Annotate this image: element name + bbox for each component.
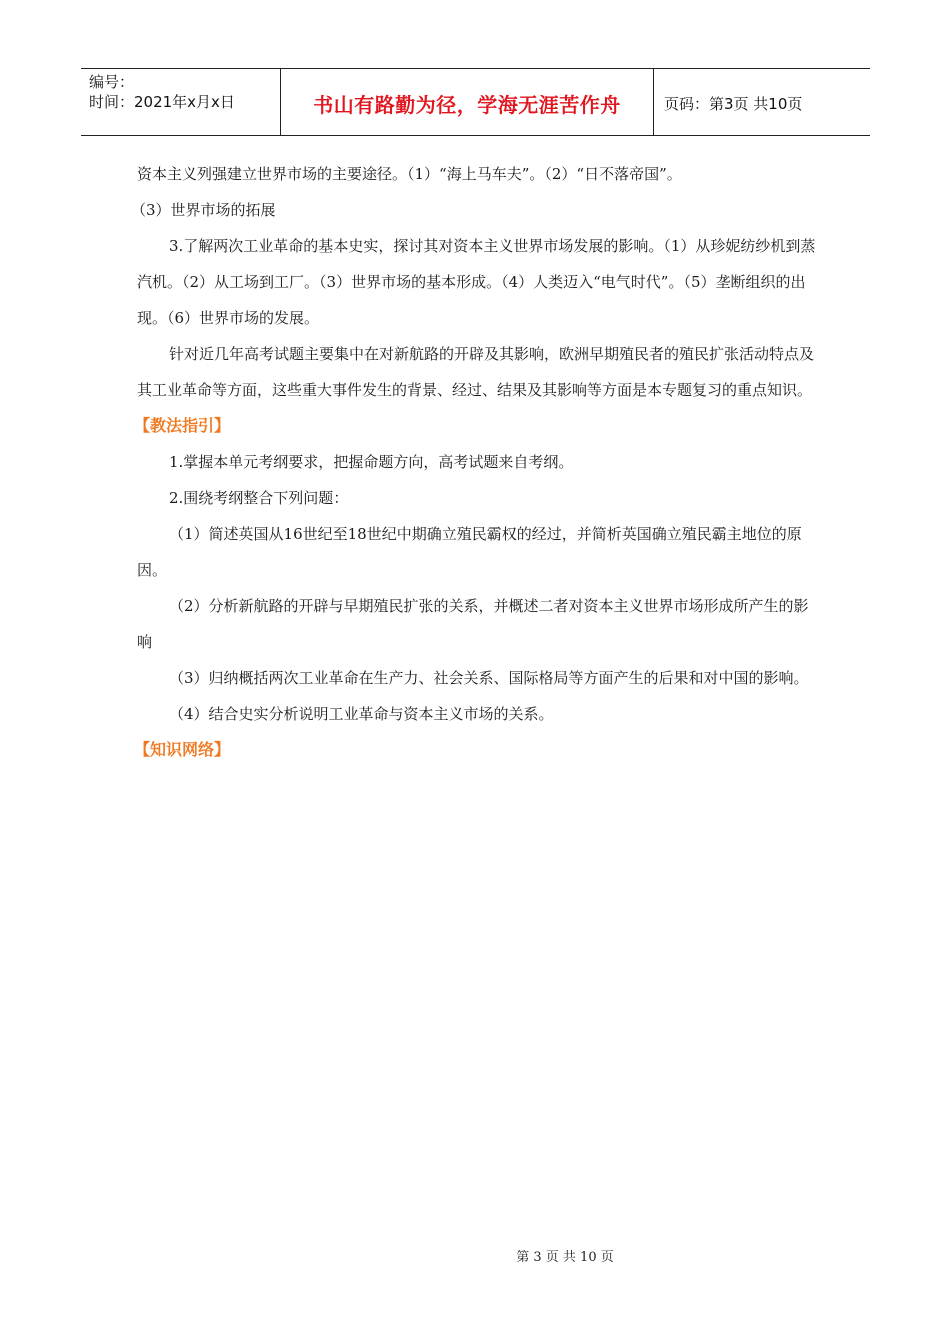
header-motto: 书山有路勤为径，学海无涯苦作舟 <box>313 92 621 117</box>
heading-teaching-guide: 【教法指引】 <box>134 416 231 435</box>
header-meta <box>81 69 281 135</box>
teaching-item-2: 2.围绕考纲整合下列问题： <box>169 489 349 507</box>
number-label: 编号： <box>89 73 135 91</box>
question-item-3: （3）归纳概括两次工业革命在生产力、社会关系、国际格局等方面产生的后果和对中国的影响。 <box>169 669 809 687</box>
header-page-info: 页码：第3页 共10页 <box>664 94 803 113</box>
page-footer: 第 3 页 共 10 页 <box>516 1250 614 1265</box>
paragraph-market-routes: 资本主义列强建立世界市场的主要途径。（1）“海上马车夫”。（2）“日不落帝国”。 <box>137 165 682 183</box>
main-content <box>131 156 817 768</box>
question-item-1: （1）简述英国从16世纪至18世纪中期确立殖民霸权的经过，并简析英国确立殖民霸主地位的原因。 <box>137 525 802 579</box>
paragraph-exam-focus: 针对近几年高考试题主要集中在对新航路的开辟及其影响，欧洲早期殖民者的殖民扩张活动特点及其工业革命等方面，这些重大事件发生的背景、经过、结果及其影响等方面是本专题复习的重点知识。 <box>137 345 815 399</box>
time-label: 时间：2021年x月x日 <box>89 93 235 111</box>
header-page-info-cell <box>654 69 870 135</box>
header-motto-cell <box>281 69 654 135</box>
teaching-item-1: 1.掌握本单元考纲要求，把握命题方向，高考试题来自考纲。 <box>169 453 574 471</box>
paragraph-market-expansion: （3）世界市场的拓展 <box>131 201 276 219</box>
heading-knowledge-network: 【知识网络】 <box>134 740 231 759</box>
question-item-2: （2）分析新航路的开辟与早期殖民扩张的关系，并概述二者对资本主义世界市场形成所产生的影响 <box>137 597 809 651</box>
question-item-4: （4）结合史实分析说明工业革命与资本主义市场的关系。 <box>169 705 554 723</box>
paragraph-industrial-revolution: 3.了解两次工业革命的基本史实，探讨其对资本主义世界市场发展的影响。（1）从珍妮纺纱机到蒸汽机。（2）从工场到工厂。（3）世界市场的基本形成。（4）人类迈入“电气时代”。（5）垄断组织的出现。（6）世界市场的发展。 <box>137 237 816 327</box>
page-header <box>81 68 870 136</box>
